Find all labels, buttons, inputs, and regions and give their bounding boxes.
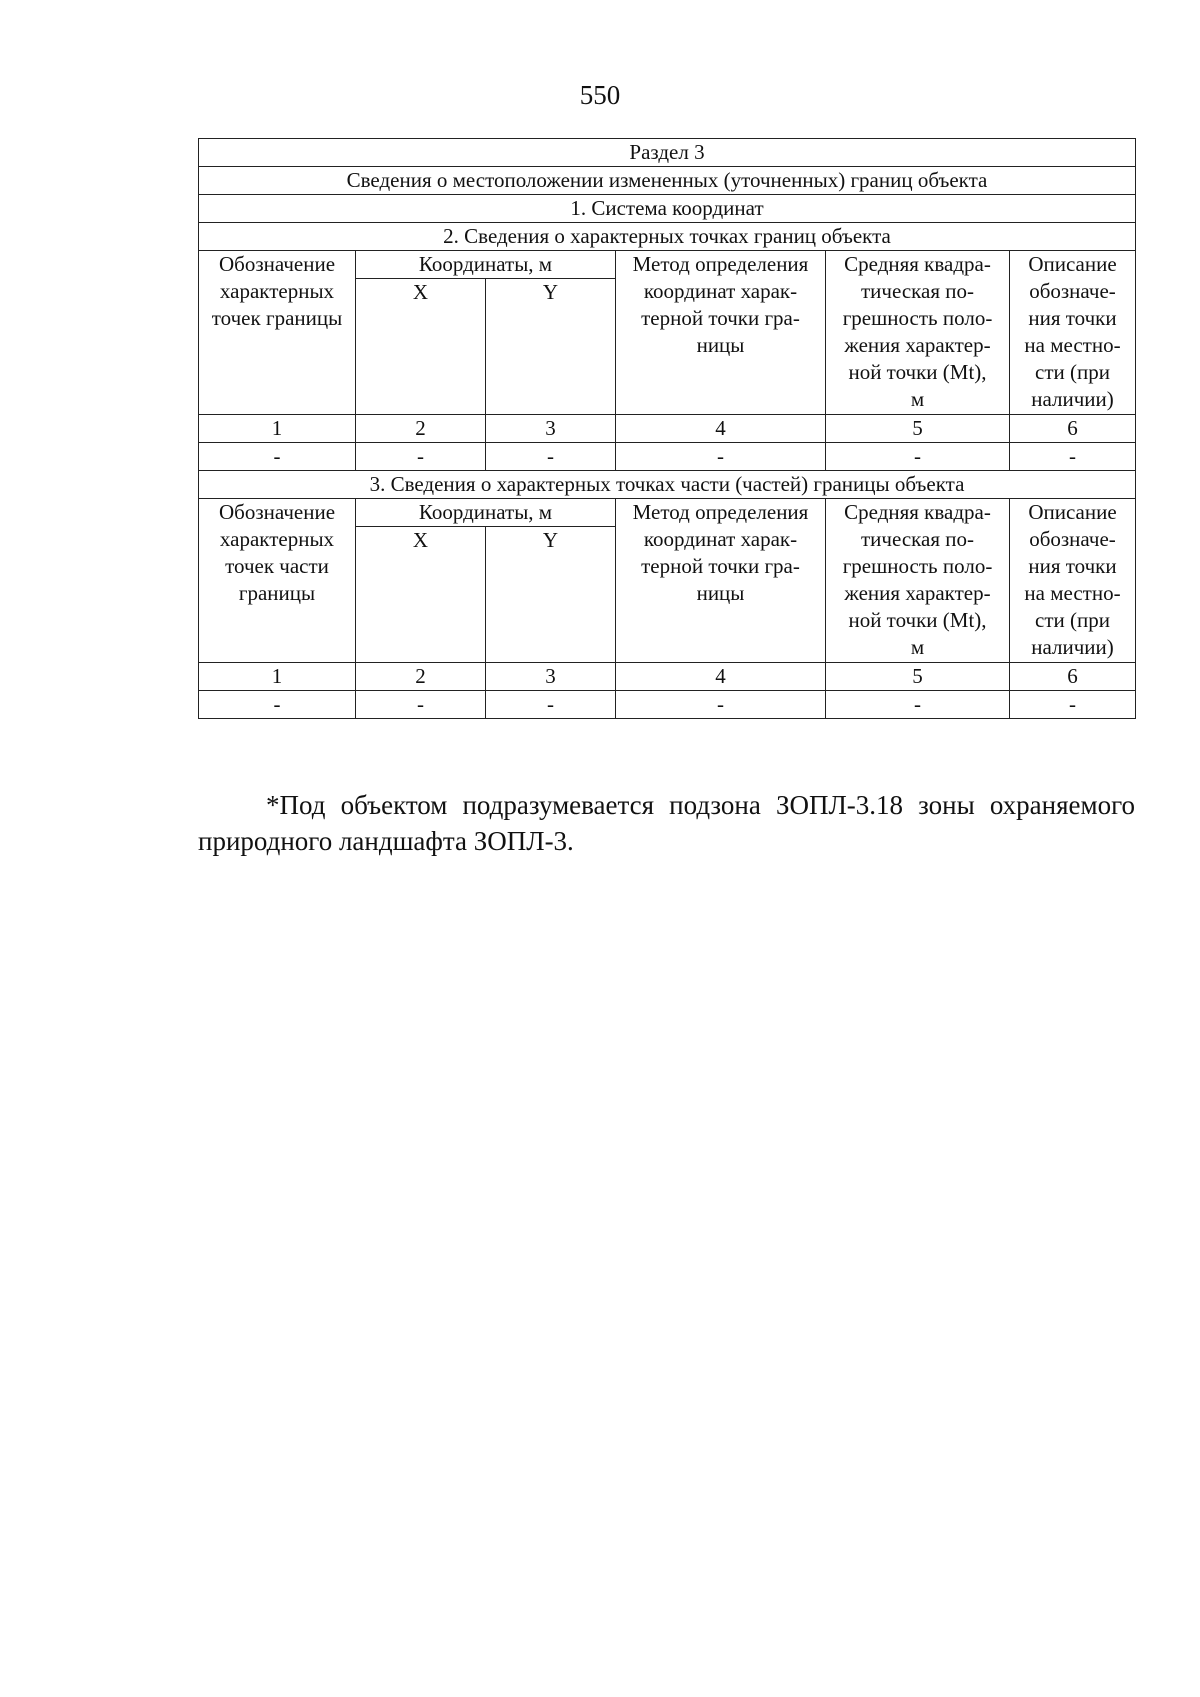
column-number: 4 [616,415,826,443]
block2-y-header: Y [486,279,616,415]
column-number: 5 [826,663,1010,691]
block2-title: 2. Сведения о характерных точках границ объекта [199,223,1136,251]
table-cell: - [1010,443,1136,471]
section-title: Раздел 3 [199,139,1136,167]
page-number: 550 [579,80,621,110]
column-number: 3 [486,663,616,691]
block3-x-header: X [356,527,486,663]
column-number: 6 [1010,415,1136,443]
block2-designation-header: Обозначение характерных точек границы [199,251,356,415]
table-cell: - [826,691,1010,719]
column-number: 5 [826,415,1010,443]
table-cell: - [826,443,1010,471]
table-cell: - [199,691,356,719]
table-cell: - [199,443,356,471]
block3-description-header: Описание обозначе- ния точки на местно- сти (при наличии) [1010,499,1136,663]
table-cell: - [356,691,486,719]
block2-x-header: X [356,279,486,415]
column-number: 1 [199,663,356,691]
block3-column-numbers [199,663,1136,691]
table-cell: - [486,691,616,719]
column-number: 4 [616,663,826,691]
block1-title: 1. Система координат [199,195,1136,223]
block2-error-header: Средняя квадра- тическая по- грешность поло- жения характер- ной точки (Mt), м [826,251,1010,415]
footnote: *Под объектом подразумевается подзона ЗОПЛ-3.18 зоны охраняемого природного ландшафта ЗОПЛ-3. [198,790,1135,856]
table-row [199,443,1136,471]
block3-coordinates-header: Координаты, м [356,499,616,527]
block2-coordinates-header: Координаты, м [356,251,616,279]
table-cell: - [616,443,826,471]
table-cell: - [1010,691,1136,719]
block3-method-header: Метод определения координат харак- терной точки гра- ницы [616,499,826,663]
block3-y-header: Y [486,527,616,663]
boundary-table [198,138,1136,719]
column-number: 2 [356,415,486,443]
block3-title: 3. Сведения о характерных точках части (частей) границы объекта [199,471,1136,499]
column-number: 3 [486,415,616,443]
block3-designation-header: Обозначение характерных точек части границы [199,499,356,663]
table-row [199,691,1136,719]
column-number: 1 [199,415,356,443]
block2-column-numbers [199,415,1136,443]
section-subtitle: Сведения о местоположении измененных (уточненных) границ объекта [199,167,1136,195]
table-cell: - [356,443,486,471]
column-number: 6 [1010,663,1136,691]
block2-method-header: Метод определения координат харак- терной точки гра- ницы [616,251,826,415]
block2-description-header: Описание обозначе- ния точки на местно- сти (при наличии) [1010,251,1136,415]
block3-error-header: Средняя квадра- тическая по- грешность поло- жения характер- ной точки (Mt), м [826,499,1010,663]
column-number: 2 [356,663,486,691]
table-cell: - [616,691,826,719]
table-cell: - [486,443,616,471]
